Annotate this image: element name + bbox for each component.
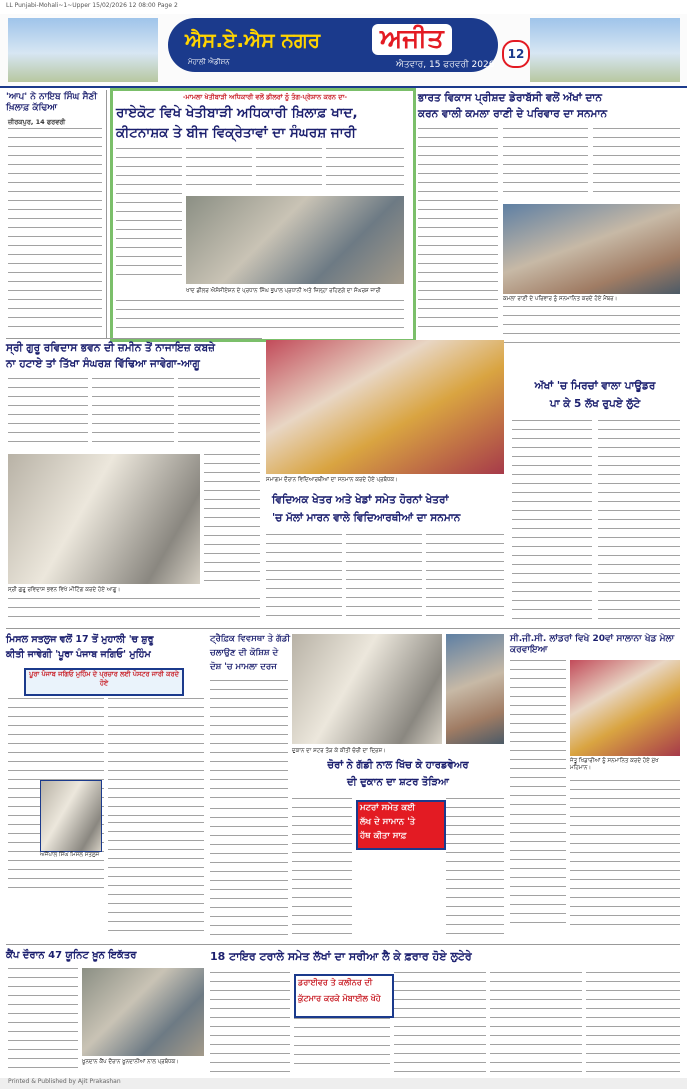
bottom-headline: 18 ਟਾਇਰ ਟਰਾਲੇ ਸਮੇਤ ਲੱਖਾਂ ਦਾ ਸਰੀਆ ਲੈ ਕੇ ਫ਼ਰਾਰ ਹੋਏ ਲੁਟੇਰੇ xyxy=(210,950,472,963)
left-column-byline: ਜ਼ੀਰਕਪੁਰ, 14 ਫਰਵਰੀ xyxy=(8,118,66,126)
left-lower-highlight: ਪੂਰਾ ਪੰਜਾਬ ਜਗਿਓ ਮੁਹਿੰਮ ਦੇ ਪ੍ਰਚਾਰ ਲਈ ਪੋਸਟਰ ਜਾਰੀ ਕਰਦੇ ਹੋਏ xyxy=(24,668,184,696)
sports-body-col2 xyxy=(570,780,680,930)
mid-left-photo xyxy=(8,454,200,584)
bottom-body-col4 xyxy=(490,972,582,1072)
mid-right-headline-2: ਪਾ ਕੇ 5 ਲੱਖ ਰੁਪਏ ਲੁੱਟੇ xyxy=(549,398,641,410)
mid-left-body-col2 xyxy=(92,378,174,450)
theft-photo-shutter xyxy=(292,634,442,744)
left-lower-headline-1: ਮਿਸਲ ਸਤਲੁਜ ਵਲੋਂ 17 ਤੋਂ ਮੁਹਾਲੀ 'ਚ ਸ਼ੁਰੂ xyxy=(6,634,154,645)
sports-body-col1 xyxy=(510,660,566,810)
mid-center-body-col2 xyxy=(346,534,422,624)
mid-center-body-col3 xyxy=(426,534,504,624)
lead-headline-2: ਕੀਟਨਾਸ਼ਕ ਤੇ ਬੀਜ ਵਿਕ੍ਰੇਤਾਵਾਂ ਦਾ ਸੰਘਰਸ਼ ਜਾਰੀ xyxy=(116,125,357,141)
theft-photo-person xyxy=(446,634,504,744)
lead-headline-1: ਰਾਏਕੋਟ ਵਿਖੇ ਖੇਤੀਬਾੜੀ ਅਧਿਕਾਰੀ ਖ਼ਿਲਾਫ਼ ਖਾਦ, xyxy=(116,105,358,121)
bottom-left-headline: ਕੈਂਪ ਦੌਰਾਨ 47 ਯੂਨਿਟ ਖ਼ੂਨ ਇਕੱਤਰ xyxy=(6,950,137,961)
mid-left-photo-caption: ਸ੍ਰੀ ਗੁਰੂ ਰਵਿਦਾਸ ਭਵਨ ਵਿਖੇ ਮੀਟਿੰਗ ਕਰਦੇ ਹੋਏ ਆਗੂ। xyxy=(8,587,121,593)
page-number: 12 xyxy=(502,40,530,68)
column-divider xyxy=(106,90,107,338)
lead-body-col3 xyxy=(256,148,322,192)
lead-photo xyxy=(186,196,404,284)
mid-left-body-col3 xyxy=(178,378,260,450)
bottom-left-body xyxy=(8,968,78,1072)
left-lower-body-col2 xyxy=(108,698,204,818)
mid-center-photo xyxy=(266,340,504,474)
theft-body-col1 xyxy=(210,808,288,938)
left-lower-portrait xyxy=(40,780,102,852)
section-rule xyxy=(6,338,262,339)
masthead-building-image xyxy=(8,18,158,82)
page-slug: LL Punjabi-Mohali~1~Upper 15/02/2026 12 08:00 Page 2 xyxy=(6,2,178,9)
theft-callout-line2: ਲੱਖ ਦੇ ਸਾਮਾਨ 'ਤੇ xyxy=(360,817,416,827)
left-column-body xyxy=(8,128,102,328)
mid-right-body-col1 xyxy=(512,420,592,620)
theft-headline-1: ਚੋਰਾਂ ਨੇ ਗੱਡੀ ਨਾਲ ਖਿੱਚ ਕੇ ਹਾਰਡਵੇਅਰ xyxy=(327,760,469,771)
bottom-left-photo-caption: ਖ਼ੂਨਦਾਨ ਕੈਂਪ ਦੌਰਾਨ ਖ਼ੂਨਦਾਨੀਆਂ ਨਾਲ ਪ੍ਰਬੰਧਕ। xyxy=(82,1059,179,1065)
right-top-photo xyxy=(503,204,680,294)
footer-text: Printed & Published by Ajit Prakashan xyxy=(8,1078,121,1085)
masthead-edition: ਮੋਹਾਲੀ ਐਡੀਸ਼ਨ xyxy=(188,58,230,66)
masthead-temple-image xyxy=(530,18,680,82)
theft-photo-caption: ਦੁਕਾਨ ਦਾ ਸ਼ਟਰ ਤੋੜ ਕੇ ਕੀਤੀ ਚੋਰੀ ਦਾ ਦ੍ਰਿਸ਼। xyxy=(292,748,386,754)
section-rule-3 xyxy=(6,944,680,945)
masthead-city: ਐਸ.ਏ.ਐਸ ਨਗਰ xyxy=(185,28,321,52)
bottom-left-photo xyxy=(82,968,204,1056)
mid-center-photo-caption: ਸਮਾਗਮ ਦੌਰਾਨ ਵਿਦਿਆਰਥੀਆਂ ਦਾ ਸਨਮਾਨ ਕਰਦੇ ਹੋਏ ਪ੍ਰਬੰਧਕ। xyxy=(266,477,398,483)
traffic-headline-1: ਟ੍ਰੈਫ਼ਿਕ ਵਿਵਸਥਾ ਤੇ ਗੱਡੀ xyxy=(210,634,291,644)
mid-left-body-bottom xyxy=(8,598,260,620)
mid-left-headline-1: ਸ੍ਰੀ ਗੁਰੂ ਰਵਿਦਾਸ ਭਵਨ ਦੀ ਜ਼ਮੀਨ ਤੋਂ ਨਾਜਾਇਜ਼ ਕਬਜ਼ੇ xyxy=(6,342,215,354)
traffic-headline-2: ਚਲਾਉਣ ਦੀ ਕੋਸ਼ਿਸ਼ ਦੇ xyxy=(210,648,279,658)
theft-callout-line3: ਹੱਥ ਕੀਤਾ ਸਾਫ਼ xyxy=(360,831,407,841)
lead-body-bottom xyxy=(116,300,404,332)
right-top-body-col2 xyxy=(503,128,588,200)
mid-center-headline-1: ਵਿਦਿਅਕ ਖੇਤਰ ਅਤੇ ਖੇਡਾਂ ਸਮੇਤ ਹੋਰਨਾਂ ਖੇਤਰਾਂ xyxy=(272,494,449,506)
theft-headline-2: ਦੀ ਦੁਕਾਨ ਦਾ ਸ਼ਟਰ ਤੋੜਿਆ xyxy=(347,777,449,788)
right-top-body-col1 xyxy=(418,128,498,333)
right-top-photo-caption: ਕਮਲਾ ਰਾਣੀ ਦੇ ਪਰਿਵਾਰ ਨੂੰ ਸਨਮਾਨਿਤ ਕਰਦੇ ਹੋਏ ਮੈਂਬਰ। xyxy=(503,296,618,302)
right-top-headline-1: ਭਾਰਤ ਵਿਕਾਸ ਪ੍ਰੀਸ਼ਦ ਡੇਰਾਬੱਸੀ ਵਲੋਂ ਅੱਖਾਂ ਦਾਨ xyxy=(418,92,602,104)
mid-left-body-col1 xyxy=(8,378,88,450)
section-rule-2 xyxy=(6,628,680,629)
lead-kicker: -ਮਾਮਲਾ ਖੇਤੀਬਾੜੀ ਅਧਿਕਾਰੀ ਵਲੋਂ ਡੀਲਰਾਂ ਨੂੰ ਤੰਗ-ਪ੍ਰੇਸ਼ਾਨ ਕਰਨ ਦਾ- xyxy=(182,93,348,101)
bottom-body-col3 xyxy=(394,972,486,1072)
lead-body-col4 xyxy=(326,148,404,192)
bottom-body-col5 xyxy=(586,972,680,1072)
bottom-body-col2 xyxy=(294,1018,390,1072)
lead-body-col2 xyxy=(186,148,252,192)
left-lower-body-col3 xyxy=(108,822,204,932)
mid-left-body-side xyxy=(204,454,260,584)
masthead-brand-logo: ਅਜੀਤ xyxy=(372,24,452,55)
right-top-body-col3 xyxy=(593,128,680,200)
theft-body-col2 xyxy=(292,798,352,938)
left-column-headline: 'ਆਪ' ਨੇ ਨਾਇਬ ਸਿੰਘ ਸੈਣੀ ਖ਼ਿਲਾਫ਼ ਕੱਢਿਆ xyxy=(6,92,98,114)
theft-body-col3 xyxy=(446,798,504,938)
bottom-callout-line1: ਡਰਾਈਵਰ ਤੇ ਕਲੀਨਰ ਦੀ xyxy=(298,978,373,987)
mid-right-headline-1: ਅੱਖਾਂ 'ਚ ਮਿਰਚਾਂ ਵਾਲਾ ਪਾਊਡਰ xyxy=(534,380,656,392)
footer-bar xyxy=(0,1078,687,1089)
sports-photo-caption: ਜੇਤੂ ਖਿਡਾਰੀਆਂ ਨੂੰ ਸਨਮਾਨਿਤ ਕਰਦੇ ਹੋਏ ਮੁੱਖ ਮਹਿਮਾਨ। xyxy=(570,758,659,771)
mid-right-body-col2 xyxy=(598,420,680,620)
lead-body-col1 xyxy=(116,148,182,278)
sports-body-col3 xyxy=(510,814,566,930)
sports-photo xyxy=(570,660,680,756)
left-lower-portrait-caption: ਅਜੈਪਾਲ ਸਿੰਘ ਮਿਸਲ ਸਤਲੁਜ xyxy=(40,852,100,858)
bottom-callout-line2: ਕੁੱਟਮਾਰ ਕਰਕੇ ਮੋਬਾਈਲ ਖੋਹੇ xyxy=(298,994,381,1003)
sports-headline: ਸੀ.ਜੀ.ਸੀ. ਲਾਂਡਰਾਂ ਵਿਖੇ 20ਵਾਂ ਸਾਲਾਨਾ ਖੇਡ ਮੇਲਾ ਕਰਵਾਇਆ xyxy=(510,634,675,656)
bottom-body-col1 xyxy=(210,972,290,1072)
mid-center-body-col1 xyxy=(266,534,342,624)
mid-center-headline-2: 'ਚ ਮੱਲਾਂ ਮਾਰਨ ਵਾਲੇ ਵਿਦਿਆਰਥੀਆਂ ਦਾ ਸਨਮਾਨ xyxy=(272,512,461,524)
lead-photo-caption: ਖਾਦ ਡੀਲਰ ਐਸੋਸੀਏਸ਼ਨ ਦੇ ਪ੍ਰਧਾਨ ਸਿੰਘ ਭੁਪਾਲ ਪ੍ਰਧਾਨੀ ਅਤੇ ਜ਼ਿਲ੍ਹਾ ਰਹਿਣਗੇ ਦਾ ਸੰਘਰਸ਼ ਜਾਰੀ xyxy=(186,288,381,294)
traffic-headline-3: ਦੋਸ਼ 'ਚ ਮਾਮਲਾ ਦਰਜ xyxy=(210,662,277,672)
right-top-headline-2: ਕਰਨ ਵਾਲੀ ਕਮਲਾ ਰਾਣੀ ਦੇ ਪਰਿਵਾਰ ਦਾ ਸਨਮਾਨ xyxy=(418,108,608,120)
mid-left-headline-2: ਨਾ ਹਟਾਏ ਤਾਂ ਤਿੱਖਾ ਸੰਘਰਸ਼ ਵਿੱਢਿਆ ਜਾਵੇਗਾ-ਆਗੂ xyxy=(6,358,200,370)
masthead-date: ਐਤਵਾਰ, 15 ਫਰਵਰੀ 2026 xyxy=(396,60,495,70)
theft-callout-line1: ਮਟਰਾਂ ਸਮੇਤ ਕਈ xyxy=(360,803,416,813)
traffic-body xyxy=(210,680,288,804)
right-top-body-bottom xyxy=(503,306,680,350)
left-lower-headline-2: ਕੀਤੀ ਜਾਵੇਗੀ 'ਪੂਰਾ ਪੰਜਾਬ ਜਗਿਓ' ਮੁਹਿੰਮ xyxy=(6,649,151,660)
